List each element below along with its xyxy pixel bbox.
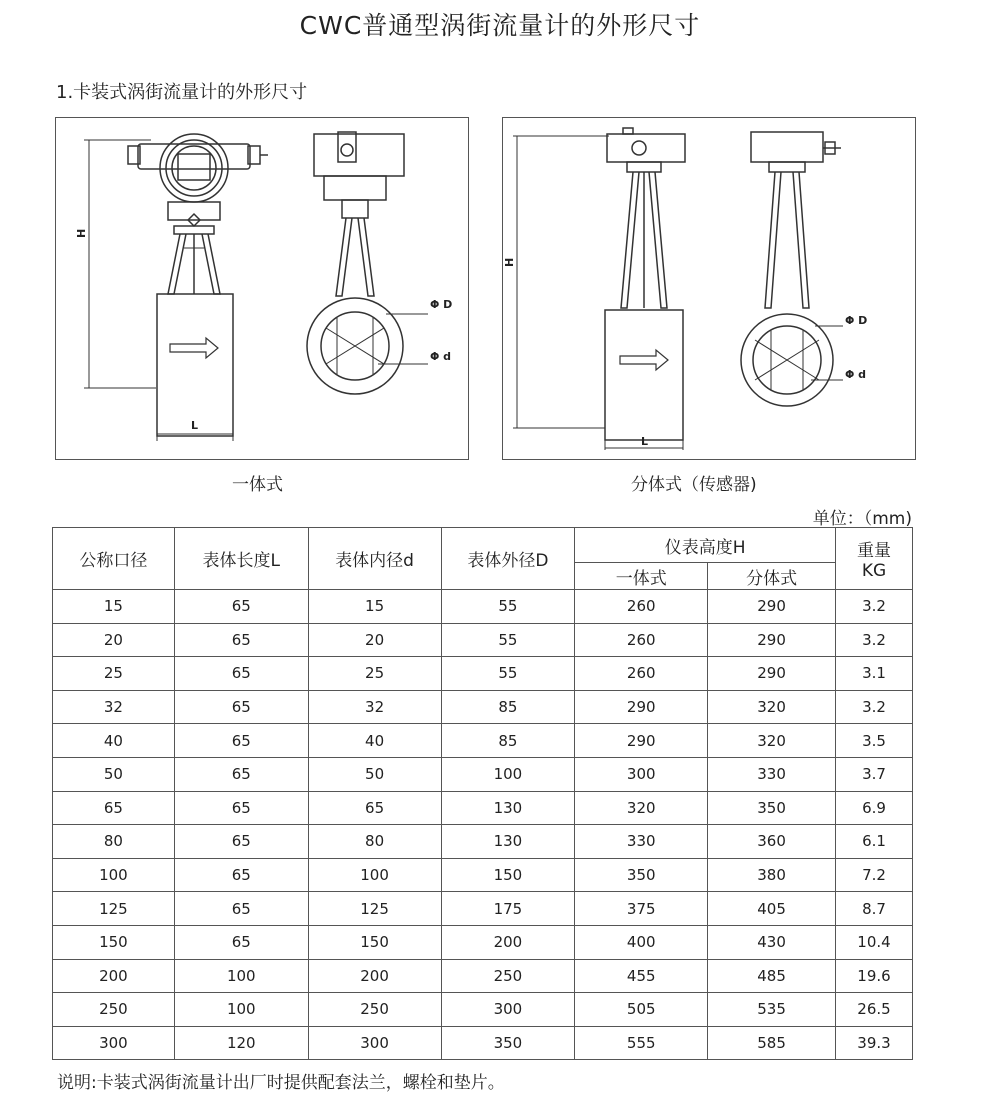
table-cell: 260 (575, 657, 708, 691)
table-row (53, 925, 913, 959)
table-cell: 320 (575, 791, 708, 825)
table-row (53, 892, 913, 926)
table-row (53, 657, 913, 691)
table-row (53, 623, 913, 657)
height-label: H (503, 257, 516, 267)
table-cell: 200 (308, 959, 441, 993)
header-height: 仪表高度H (575, 528, 836, 563)
table-cell: 65 (174, 590, 308, 624)
integral-caption: 一体式 (232, 475, 283, 495)
header-inner: 表体内径d (308, 528, 441, 590)
table-cell: 6.9 (836, 791, 913, 825)
table-cell: 320 (708, 724, 836, 758)
table-cell: 8.7 (836, 892, 913, 926)
split-caption: 分体式（传感器) (631, 475, 757, 495)
table-cell: 455 (575, 959, 708, 993)
header-length: 表体长度L (174, 528, 308, 590)
table-cell: 585 (708, 1026, 836, 1060)
table-cell: 65 (174, 757, 308, 791)
table-cell: 65 (174, 825, 308, 859)
table-cell: 330 (708, 757, 836, 791)
table-cell: 405 (708, 892, 836, 926)
table-cell: 50 (308, 757, 441, 791)
table-body (53, 590, 913, 1060)
table-cell: 300 (575, 757, 708, 791)
table-cell: 15 (308, 590, 441, 624)
header-height-split: 分体式 (708, 563, 836, 590)
table-cell: 200 (441, 925, 575, 959)
split-type-drawing (502, 117, 916, 460)
table-cell: 290 (708, 623, 836, 657)
table-cell: 65 (174, 791, 308, 825)
table-cell: 260 (575, 590, 708, 624)
header-dn: 公称口径 (53, 528, 175, 590)
table-cell: 50 (53, 757, 175, 791)
table-row (53, 724, 913, 758)
table-cell: 175 (441, 892, 575, 926)
table-cell: 65 (53, 791, 175, 825)
table-cell: 6.1 (836, 825, 913, 859)
table-row (53, 858, 913, 892)
table-cell: 25 (53, 657, 175, 691)
header-height-integral: 一体式 (575, 563, 708, 590)
table-cell: 150 (53, 925, 175, 959)
table-cell: 150 (308, 925, 441, 959)
table-cell: 250 (53, 993, 175, 1027)
table-cell: 290 (708, 590, 836, 624)
table-cell: 535 (708, 993, 836, 1027)
table-cell: 32 (308, 690, 441, 724)
table-cell: 3.2 (836, 623, 913, 657)
table-cell: 80 (308, 825, 441, 859)
table-cell: 430 (708, 925, 836, 959)
table-cell: 360 (708, 825, 836, 859)
table-cell: 65 (174, 623, 308, 657)
header-weight (836, 528, 913, 590)
table-cell: 65 (174, 724, 308, 758)
table-cell: 125 (308, 892, 441, 926)
table-cell: 350 (575, 858, 708, 892)
table-cell: 380 (708, 858, 836, 892)
table-cell: 19.6 (836, 959, 913, 993)
outer-diameter-label: Φ D (430, 298, 453, 311)
header-weight-line1: 重量 (857, 541, 891, 561)
section-heading: 1.卡装式涡街流量计的外形尺寸 (56, 82, 308, 103)
table-cell: 400 (575, 925, 708, 959)
table-cell: 150 (441, 858, 575, 892)
table-cell: 26.5 (836, 993, 913, 1027)
table-cell: 80 (53, 825, 175, 859)
table-cell: 3.1 (836, 657, 913, 691)
table-cell: 300 (308, 1026, 441, 1060)
table-cell: 65 (174, 657, 308, 691)
table-cell: 65 (174, 690, 308, 724)
table-cell: 485 (708, 959, 836, 993)
integral-type-drawing (55, 117, 469, 460)
header-weight-line2: KG (861, 561, 887, 581)
outer-diameter-label: Φ D (845, 314, 868, 327)
table-cell: 100 (441, 757, 575, 791)
table-cell: 7.2 (836, 858, 913, 892)
table-cell: 120 (174, 1026, 308, 1060)
table-cell: 65 (174, 858, 308, 892)
table-cell: 330 (575, 825, 708, 859)
height-label: H (75, 228, 88, 238)
table-cell: 375 (575, 892, 708, 926)
table-cell: 3.5 (836, 724, 913, 758)
table-cell: 65 (174, 892, 308, 926)
table-cell: 25 (308, 657, 441, 691)
table-cell: 85 (441, 690, 575, 724)
table-cell: 300 (53, 1026, 175, 1060)
table-cell: 130 (441, 791, 575, 825)
table-cell: 55 (441, 623, 575, 657)
table-cell: 32 (53, 690, 175, 724)
table-cell: 3.7 (836, 757, 913, 791)
table-cell: 300 (441, 993, 575, 1027)
table-row (53, 757, 913, 791)
table-cell: 100 (308, 858, 441, 892)
table-cell: 100 (53, 858, 175, 892)
table-cell: 350 (441, 1026, 575, 1060)
table-cell: 20 (308, 623, 441, 657)
length-label: L (191, 419, 199, 432)
table-cell: 40 (53, 724, 175, 758)
table-cell: 10.4 (836, 925, 913, 959)
table-cell: 290 (575, 724, 708, 758)
table-cell: 15 (53, 590, 175, 624)
length-label: L (641, 435, 649, 448)
footnote: 说明:卡装式涡街流量计出厂时提供配套法兰，螺栓和垫片。 (57, 1073, 505, 1093)
table-row (53, 959, 913, 993)
table-cell: 100 (174, 993, 308, 1027)
table-cell: 505 (575, 993, 708, 1027)
inner-diameter-label: Φ d (845, 368, 867, 381)
table-cell: 65 (174, 925, 308, 959)
table-cell: 260 (575, 623, 708, 657)
page-title: CWC普通型涡街流量计的外形尺寸 (299, 11, 701, 40)
dimension-table (52, 527, 913, 1060)
table-cell: 55 (441, 657, 575, 691)
table-cell: 20 (53, 623, 175, 657)
table-cell: 350 (708, 791, 836, 825)
table-cell: 65 (308, 791, 441, 825)
table-row (53, 791, 913, 825)
table-cell: 100 (174, 959, 308, 993)
inner-diameter-label: Φ d (430, 350, 452, 363)
table-row (53, 590, 913, 624)
table-row (53, 825, 913, 859)
table-row (53, 993, 913, 1027)
table-cell: 3.2 (836, 590, 913, 624)
table-row (53, 1026, 913, 1060)
table-cell: 200 (53, 959, 175, 993)
table-cell: 39.3 (836, 1026, 913, 1060)
table-cell: 130 (441, 825, 575, 859)
unit-label: 单位：（mm) (812, 509, 912, 529)
table-cell: 250 (441, 959, 575, 993)
table-row (53, 690, 913, 724)
table-cell: 290 (708, 657, 836, 691)
table-cell: 3.2 (836, 690, 913, 724)
table-cell: 250 (308, 993, 441, 1027)
table-cell: 290 (575, 690, 708, 724)
table-cell: 320 (708, 690, 836, 724)
table-cell: 555 (575, 1026, 708, 1060)
table-cell: 85 (441, 724, 575, 758)
table-cell: 125 (53, 892, 175, 926)
table-cell: 40 (308, 724, 441, 758)
header-outer: 表体外径D (441, 528, 575, 590)
table-cell: 55 (441, 590, 575, 624)
